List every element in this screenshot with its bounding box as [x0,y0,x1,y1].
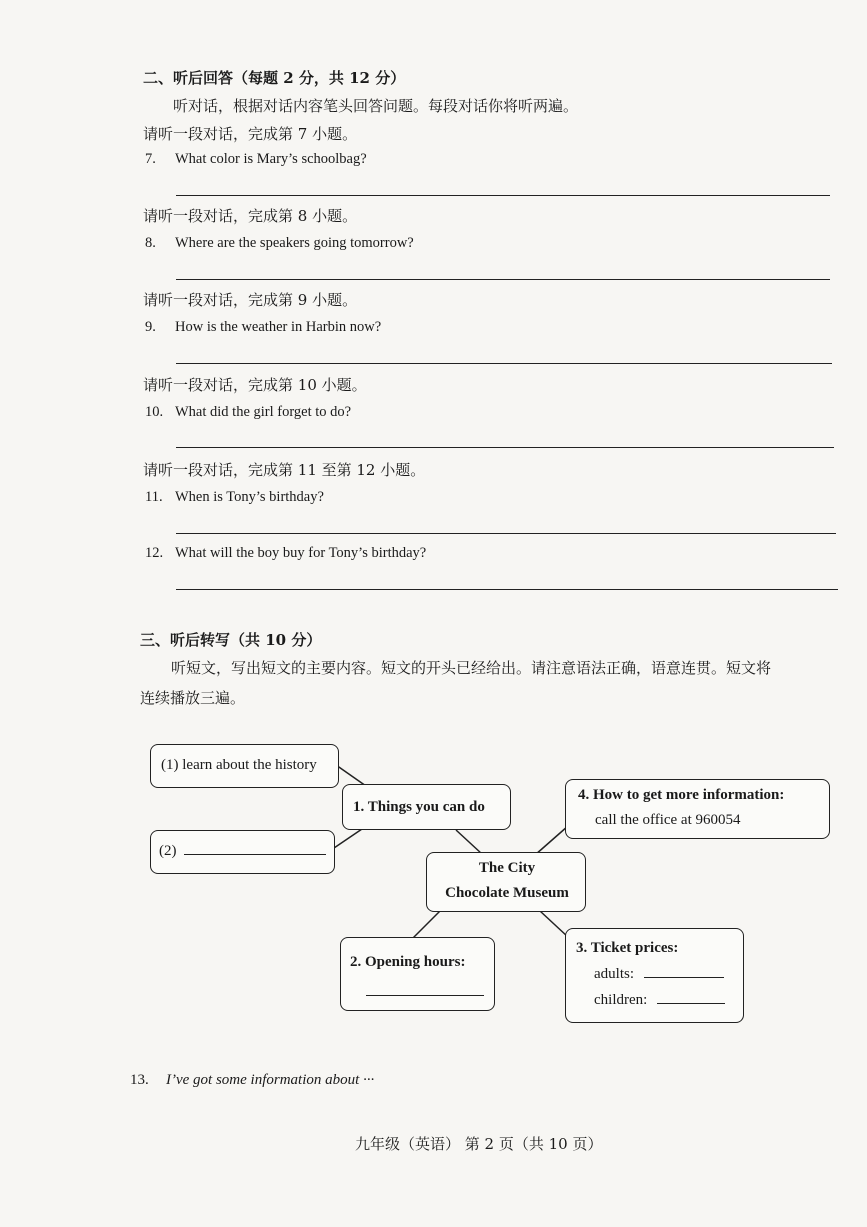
group-prompt: 请听一段对话，完成第 10 小题。 [143,376,367,394]
section3-heading: 三、听后转写（共 10 分） [140,631,322,649]
section3-instruction-line1: 听短文，写出短文的主要内容。短文的开头已经给出。请注意语法正确，语意连贯。短文将 [171,659,772,677]
group-prompt: 请听一段对话，完成第 8 小题。 [143,207,358,225]
mindmap-center-line1: The City [478,860,536,876]
section2-instruction: 听对话，根据对话内容笔头回答问题。每段对话你将听两遍。 [173,97,579,115]
question-text: What did the girl forget to do? [175,404,352,420]
question-text: When is Tony’s birthday? [175,489,324,505]
mindmap-adults-blank[interactable] [644,977,724,978]
mindmap-tickets-box [565,928,744,1023]
question-text: Where are the speakers going tomorrow? [175,235,414,251]
mindmap-adults-row [594,966,724,983]
mindmap-info-box [565,779,830,839]
section3-instruction-line2: 连续播放三遍。 [140,689,246,707]
mindmap-children-label: children: [594,992,648,1008]
mindmap-item2-box [150,830,335,874]
mindmap-opening: 2. Opening hours: [350,954,466,970]
mindmap-children-blank[interactable] [657,1003,725,1004]
mindmap-things-box [342,784,511,830]
group-prompt: 请听一段对话，完成第 7 小题。 [143,125,358,143]
question-text: What color is Mary’s schoolbag? [175,151,367,167]
question-number: 8. [145,235,156,251]
mindmap-adults-label: adults: [594,966,634,982]
section2-heading: 二、听后回答（每题 2 分，共 12 分） [143,69,406,87]
mindmap-item2 [159,843,326,860]
q13-number: 13. [130,1072,149,1088]
mindmap-tickets: 3. Ticket prices: [576,940,679,956]
mindmap-children-row [594,992,725,1009]
question-number: 9. [145,319,156,335]
mindmap-center-box [426,852,586,912]
mindmap-item1: (1) learn about the history [161,757,317,773]
mindmap-opening-box [340,937,495,1011]
mindmap-things: 1. Things you can do [353,799,485,815]
mindmap-info: 4. How to get more information: [578,787,785,803]
mindmap-item2-label: (2) [159,843,177,859]
q13-text: I’ve got some information about ··· [166,1072,375,1088]
page-footer: 九年级（英语） 第 2 页（共 10 页） [355,1135,603,1153]
group-prompt: 请听一段对话，完成第 9 小题。 [143,291,358,309]
mindmap-center-line2: Chocolate Museum [445,885,569,901]
question-number: 7. [145,151,156,167]
group-prompt: 请听一段对话，完成第 11 至第 12 小题。 [143,461,426,479]
mindmap-opening-blank[interactable] [366,995,484,996]
question-number: 12. [145,545,164,561]
question-text: How is the weather in Harbin now? [175,319,382,335]
question-number: 11. [145,489,163,505]
question-text: What will the boy buy for Tony’s birthday? [175,545,427,561]
mindmap-info-detail: call the office at 960054 [595,812,741,828]
mindmap-item1-box [150,744,339,788]
mindmap-item2-blank[interactable] [184,854,326,855]
question-number: 10. [145,404,164,420]
